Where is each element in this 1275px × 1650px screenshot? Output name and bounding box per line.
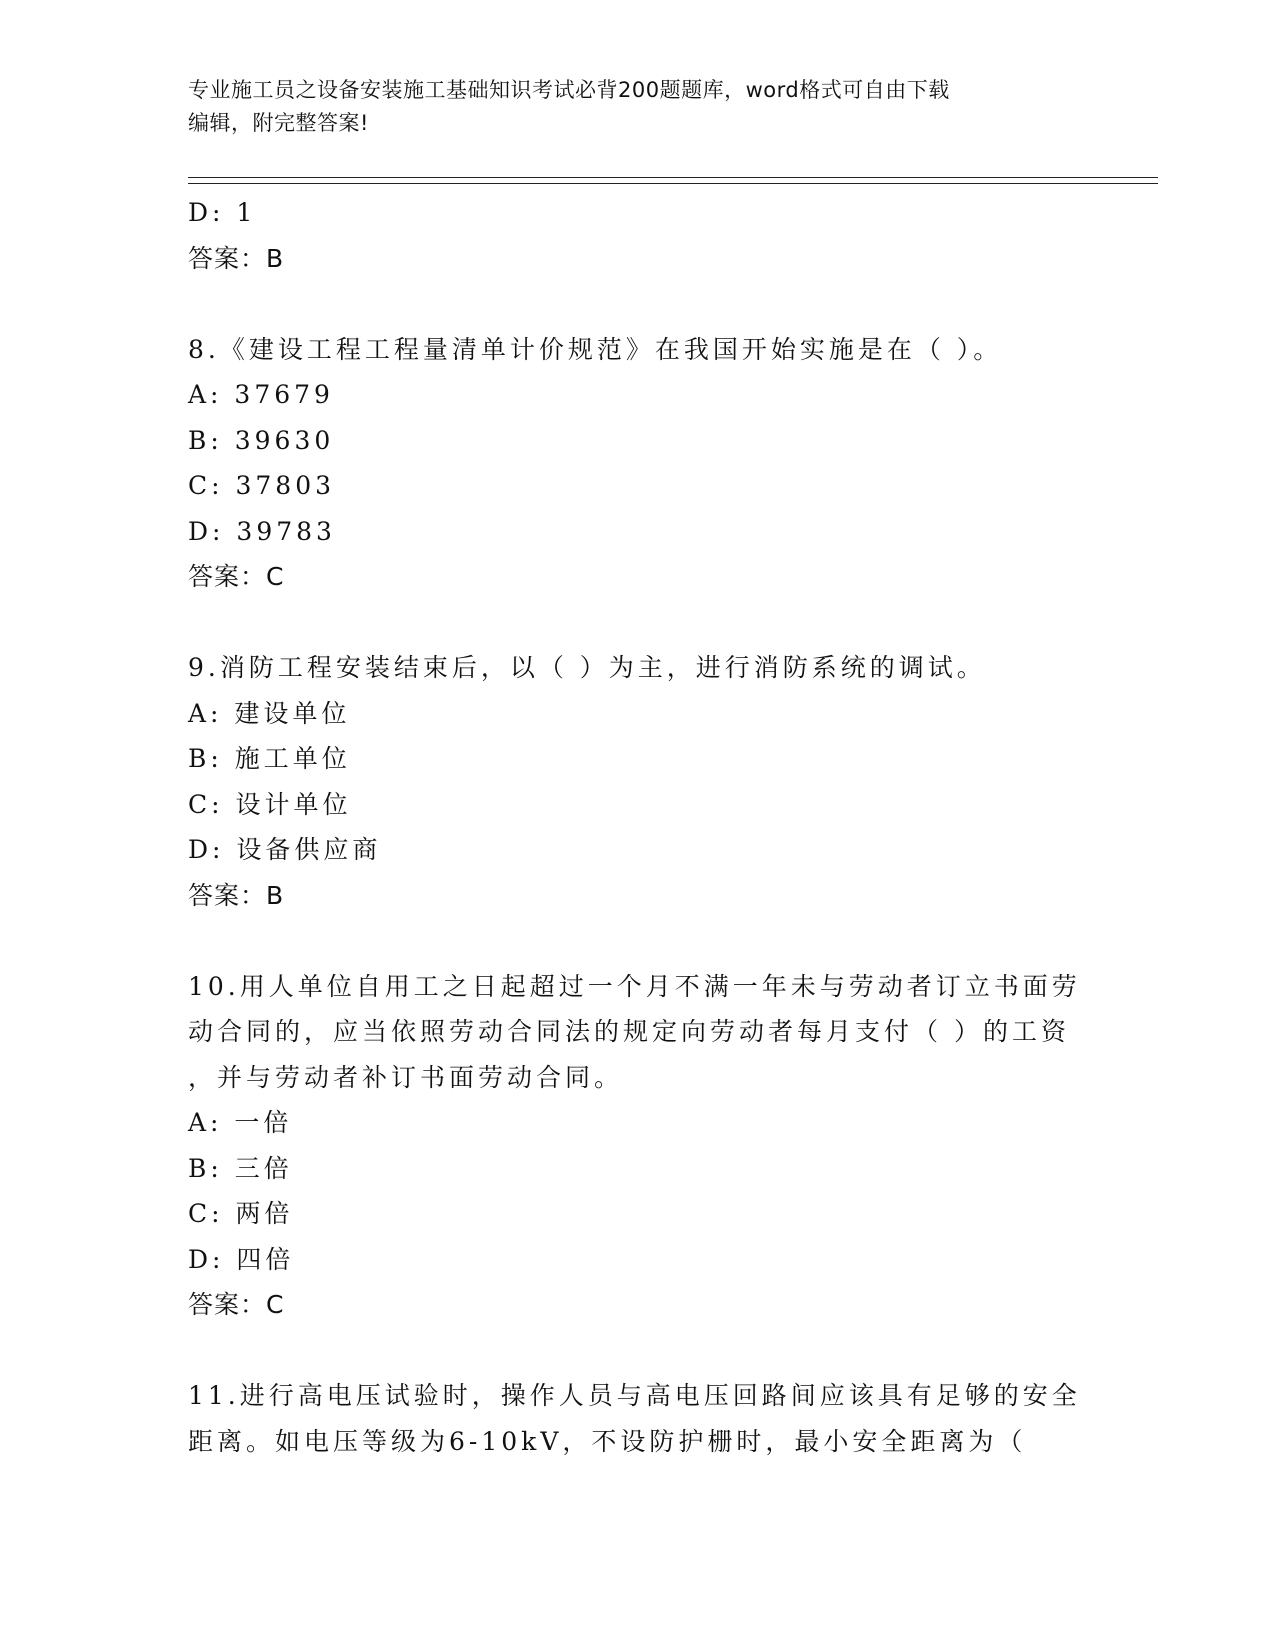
question-stem-line: 8.《建设工程工程量清单计价规范》在我国开始实施是在（ ）。 (188, 334, 1003, 364)
answer-label: 答案：B (188, 880, 285, 910)
option-c: C: 设计单位 (188, 789, 352, 819)
option-d: D: 设备供应商 (188, 835, 382, 864)
answer-label: 答案：C (188, 562, 285, 591)
option-d: D: 39783 (188, 516, 336, 546)
question-stem-line: 距离。如电压等级为6-10kV，不设防护栅时，最小安全距离为（ (188, 1426, 1027, 1456)
option-a: A: 建设单位 (188, 698, 351, 728)
header-divider-bottom (188, 183, 1158, 184)
question-stem-line: 10.用人单位自用工之日起超过一个月不满一年未与劳动者订立书面劳 (188, 971, 1081, 1001)
question-stem-line: ，并与劳动者补订书面劳动合同。 (188, 1062, 624, 1092)
question-8 (188, 327, 1088, 600)
option-d: D: 1 (188, 198, 257, 227)
option-b: B: 39630 (188, 425, 335, 455)
question-list (188, 190, 1088, 1464)
option-d: D: 四倍 (188, 1244, 295, 1274)
question-9 (188, 645, 1088, 918)
option-b: B: 施工单位 (188, 744, 351, 773)
question-10 (188, 964, 1088, 1328)
answer-label: 答案：B (188, 243, 285, 273)
question-stem-line: 11.进行高电压试验时，操作人员与高电压回路间应该具有足够的安全 (188, 1381, 1081, 1410)
option-a: A: 37679 (188, 380, 334, 409)
header-divider-top (188, 177, 1158, 178)
option-c: C: 两倍 (188, 1199, 294, 1228)
option-c: C: 37803 (188, 471, 336, 500)
document-header (188, 74, 1078, 140)
question-stem-line: 动合同的，应当依照劳动合同法的规定向劳动者每月支付（ ）的工资 (188, 1017, 1070, 1046)
option-b: B: 三倍 (188, 1153, 293, 1183)
question-stem-line: 9.消防工程安装结束后，以（ ）为主，进行消防系统的调试。 (188, 653, 986, 682)
answer-label: 答案：C (188, 1290, 285, 1319)
question-11 (188, 1373, 1088, 1464)
question-7-tail (188, 190, 1088, 281)
header-line-2: 编辑，附完整答案! (188, 111, 369, 135)
header-line-1: 专业施工员之设备安装施工基础知识考试必背200题题库，word格式可自由下载 (188, 78, 950, 102)
option-a: A: 一倍 (188, 1108, 293, 1137)
